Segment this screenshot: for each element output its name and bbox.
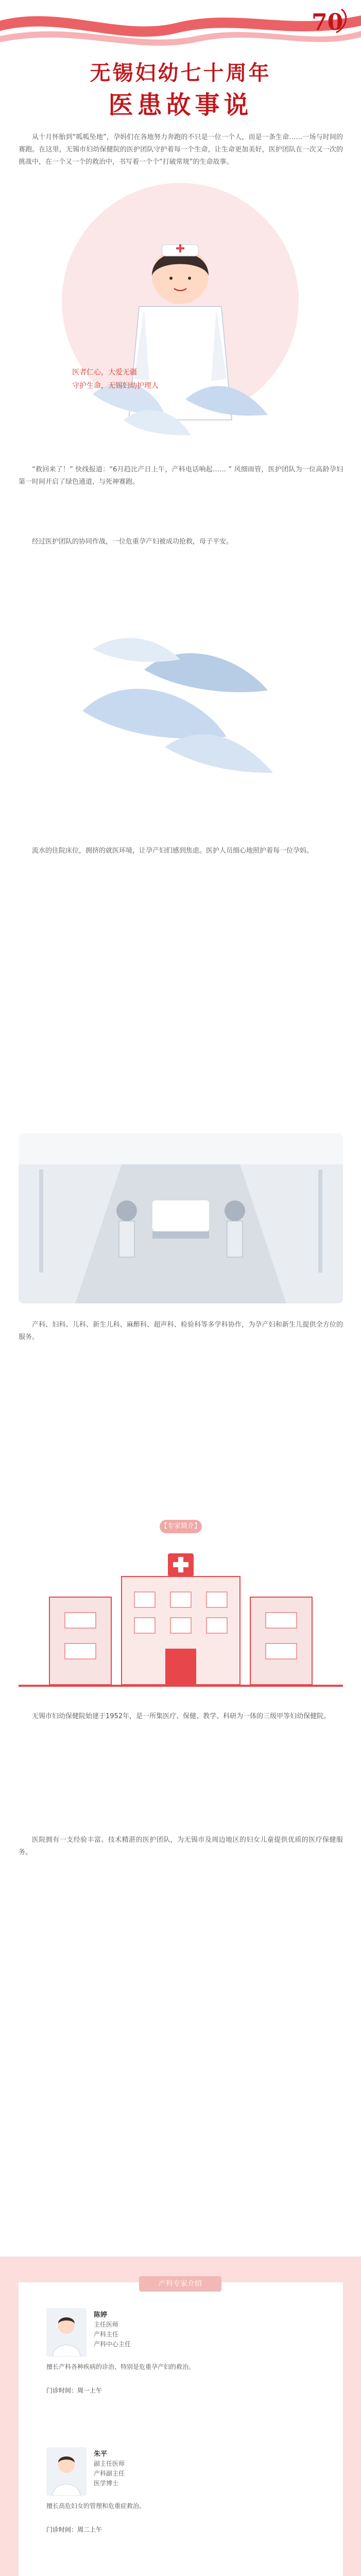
nurse-illustration [62,173,299,451]
page-title-main: 无锡妇幼七十周年 [90,61,271,85]
intro-paragraph: 从十月怀胎到“呱呱坠地”，孕妈们在各地努力奔跑的不只是一位一个人，而是一条生命……一场与时间的赛跑。在这里，无锡市妇幼保健院的医护团队守护着每一个生命，让生命更加美好，医护团队在一次又一次的挑战中，在一个又一个的救治中，书写着一个个“打破常规”的生命故事。 [19,133,343,166]
story-paragraph-2: 经过医护团队的协同作战，一位危重孕产妇被成功抢救，母子平安。 [32,538,233,546]
doctor-entry [46,2447,314,2571]
story-paragraph-3: 流水的住院床位，拥挤的就医环境，让孕产妇们感到焦虑。医护人员细心地照护着每一位孕妈。 [32,847,314,855]
doctor-title: 主任医师 [94,2321,119,2328]
doctor-dept: 产科副主任 [94,2470,125,2477]
doctor-clinic-time: 门诊时间：周二上午 [46,2526,102,2533]
highlight-line-1: 医者仁心，大爱无疆 [72,368,137,377]
highlight-line-2: 守护生命，无锡妇幼护理人 [72,382,159,390]
doctor-description: 擅长产科各种疾病的诊治，特别是危重孕产妇的救治。 [46,2363,195,2370]
anniversary-logo-icon [305,4,352,40]
story-paragraph-4: 产科、妇科、儿科、新生儿科、麻醉科、超声科、检验科等多学科协作，为孕产妇和新生儿提供全方位的服务。 [19,1321,343,1341]
story-paragraph-1: “救回来了！” 快线报道：“6月趋比产日上午，产科电话响起…… ” 风细雨管，医护团队为一位高龄孕妇第一时间开启了绿色通道，与死神赛跑。 [19,466,343,486]
doctor-role: 产科中心主任 [94,2341,131,2348]
story-paragraph-5: 无锡市妇幼保健院始建于1952年，是一所集医疗、保健、教学、科研为一体的三级甲等妇幼保健院。 [32,1713,331,1720]
hospital-ward-photo [19,1133,343,1303]
doctor-info [94,2449,248,2488]
logo-number: 70 [312,9,343,36]
page-title-sub: 医患故事说 [108,91,253,120]
doctor-name: 朱平 [94,2450,108,2458]
section-pill-label: 【专家简介】 [160,1520,202,1533]
doctor-entry [46,2308,314,2432]
story-paragraph-6: 医院拥有一支经验丰富、技术精湛的医护团队，为无锡市及周边地区的妇女儿童提供优质的医疗保健服务。 [19,1836,343,1856]
doctor-clinic-time: 门诊时间：周一上午 [46,2387,102,2394]
doctor-photo [46,2447,87,2496]
doctor-info [94,2310,248,2349]
doctor-section-tag: 产科专家介绍 [139,2276,221,2292]
feather-illustration [62,608,299,793]
hospital-building-illustration [19,1546,343,1695]
highlight-text [72,366,242,409]
doctor-photo [46,2308,87,2357]
doctor-title: 副主任医师 [94,2460,125,2467]
doctor-role: 医学博士 [94,2480,119,2487]
doctor-description: 擅长高危妇女的管理和危重症救治。 [46,2502,146,2510]
doctor-dept: 产科主任 [94,2331,119,2338]
doctor-name: 陈婷 [94,2311,108,2319]
